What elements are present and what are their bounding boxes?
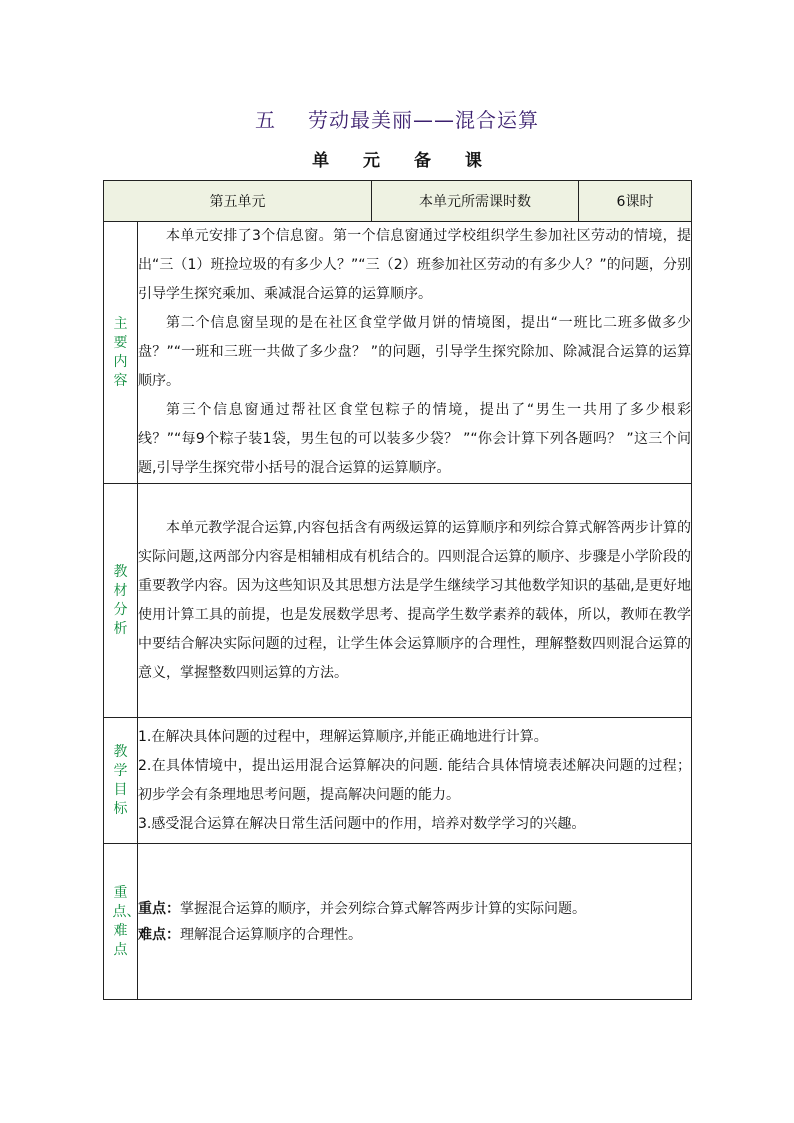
key-points-text [138,844,692,1000]
header-unit: 第五单元 [104,181,372,222]
analysis-label: 教材分析 [104,484,138,718]
main-content-row [104,222,692,484]
main-content-paragraph: 本单元安排了3个信息窗。第一个信息窗通过学校组织学生参加社区劳动的情境，提出“三（1）班捡垃圾的有多少人？”“三（2）班参加社区劳动的有多少人？”的问题，分别引导学生探究乘加、乘减混合运算的运算顺序。 [138,228,691,302]
header-hours-value: 6课时 [579,181,692,222]
key-points-label: 重点、难点 [104,844,138,1000]
goals-row [104,718,692,844]
analysis-paragraph: 本单元教学混合运算,内容包括含有两级运算的运算顺序和列综合算式解答两步计算的实际问题,这两部分内容是相辅相成有机结合的。四则混合运算的顺序、步骤是小学阶段的重要教学内容。因为这些知识及其思想方法是学生继续学习其他数学知识的基础,是更好地使用计算工具的前提，也是发展数学思考、提高学生数学素养的载体，所以，教师在教学中要结合解决实际问题的过程，让学生体会运算顺序的合理性，理解整数四则混合运算的意义，掌握整数四则运算的方法。 [138,519,691,681]
key-point-line [138,896,691,922]
unit-plan-table [103,180,692,1000]
goal-item: 2.在具体情境中，提出运用混合运算解决的问题. 能结合具体情境表述解决问题的过程；初步学会有条理地思考问题，提高解决问题的能力。 [138,757,691,803]
goal-item: 3.感受混合运算在解决日常生活问题中的作用，培养对数学学习的兴趣。 [138,815,586,832]
header-hours-label: 本单元所需课时数 [372,181,579,222]
key-points-row [104,844,692,1000]
subtitle: 单 元 备 课 [312,151,496,171]
main-content-text [138,222,692,484]
goal-item: 1.在解决具体问题的过程中，理解运算顺序,并能正确地进行计算。 [138,728,548,745]
difficulty-title: 难点： [138,926,180,943]
unit-name: 劳动最美丽——混合运算 [308,108,539,132]
difficulty-text: 理解混合运算顺序的合理性。 [180,926,362,943]
goals-label: 教学目标 [104,718,138,844]
unit-number: 五 [255,108,276,132]
analysis-row [104,484,692,718]
main-content-paragraph: 第二个信息窗呈现的是在社区食堂学做月饼的情境图，提出“一班比二班多做多少盘？”“一班和三班一共做了多少盘？ ”的问题，引导学生探究除加、除减混合运算的运算顺序。 [138,315,691,389]
difficulty-line [138,922,691,948]
goals-list [138,718,692,844]
key-point-title: 重点： [138,900,180,917]
analysis-text [138,484,692,718]
page-title [0,104,794,133]
header-row [104,181,692,222]
main-content-paragraph: 第三个信息窗通过帮社区食堂包粽子的情境，提出了“男生一共用了多少根彩线？”“每9个粽子装1袋，男生包的可以装多少袋？ ”“你会计算下列各题吗？ ”这三个问题,引导学生探究带小括号的混合运算的运算顺序。 [138,402,691,476]
key-point-text: 掌握混合运算的顺序，并会列综合算式解答两步计算的实际问题。 [180,900,586,917]
main-content-label: 主要内容 [104,222,138,484]
